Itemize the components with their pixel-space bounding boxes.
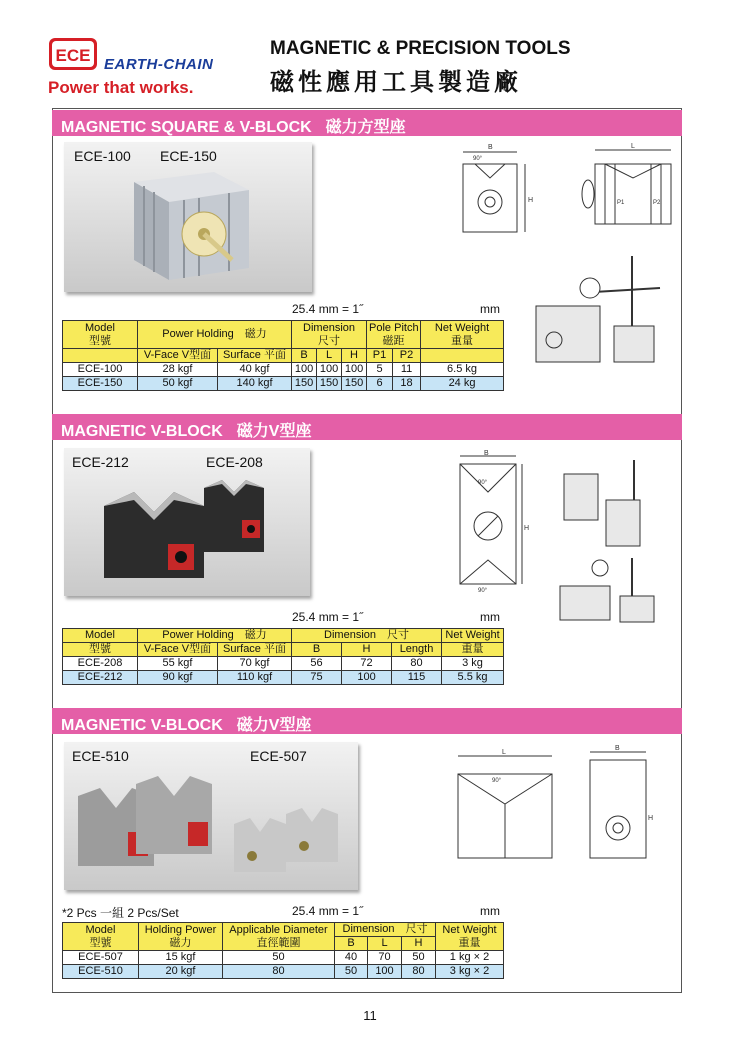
spec-table-v-block [62, 628, 504, 685]
photo-label-ece-510: ECE-510 [72, 748, 129, 764]
th-pole-pitch: Pole Pitch 磁距 [367, 321, 421, 349]
svg-text:H: H [648, 815, 654, 822]
th-net-weight: Net Weight 重量 [421, 321, 504, 349]
page-number: 11 [363, 1008, 377, 1023]
photo-label-ece-212: ECE-212 [72, 454, 129, 470]
svg-text:P1: P1 [617, 200, 625, 206]
svg-text:P2: P2 [653, 200, 661, 206]
table-row: ECE-100 28 kgf 40 kgf 100 100 100 5 11 6.5 kg [63, 363, 504, 377]
svg-text:90°: 90° [478, 480, 488, 486]
th-blank [63, 349, 138, 363]
svg-text:ECE: ECE [55, 46, 91, 65]
th-b: B [292, 349, 317, 363]
section-title-en: MAGNETIC V-BLOCK [61, 423, 223, 440]
th-h: H [342, 643, 392, 657]
th-b: B [292, 643, 342, 657]
svg-text:L: L [502, 749, 506, 756]
svg-text:H: H [524, 525, 530, 532]
th-h: H [342, 349, 367, 363]
svg-text:90°: 90° [492, 778, 502, 784]
th-power-holding: Power Holding 磁力 [138, 321, 292, 349]
spec-table-v-block-set [62, 922, 504, 979]
th-l: L [317, 349, 342, 363]
ece-logo [48, 34, 98, 74]
th-weight-zh: 重量 [442, 643, 504, 657]
th-net-weight: Net Weight [442, 629, 504, 643]
th-surface: Surface 平面 [218, 349, 292, 363]
svg-text:B: B [615, 745, 620, 752]
svg-text:L: L [631, 143, 635, 150]
brand-name: EARTH-CHAIN [104, 56, 214, 73]
square-block-usage-illustration [528, 248, 668, 366]
table-row: ECE-150 50 kgf 140 kgf 150 150 150 6 18 24 kg [63, 377, 504, 391]
section-banner-v-block [52, 414, 682, 440]
section-banner-square-vblock [52, 110, 682, 136]
product-photo-ece-100-150 [64, 142, 312, 292]
scale-note: 25.4 mm = 1˝ [292, 302, 364, 316]
table-row: ECE-208 55 kgf 70 kgf 56 72 80 3 kg [63, 657, 504, 671]
th-length: Length [392, 643, 442, 657]
v-block-set-technical-drawing [452, 744, 652, 862]
scale-note: 25.4 mm = 1˝ [292, 904, 364, 918]
th-applicable-diameter: Applicable Diameter 直徑範圍 [223, 923, 335, 951]
th-dimension: Dimension 尺寸 [335, 923, 436, 937]
spec-table-square-vblock [62, 320, 504, 391]
scale-note: 25.4 mm = 1˝ [292, 610, 364, 624]
table-row: ECE-510 20 kgf 80 50 100 80 3 kg × 2 [63, 965, 504, 979]
unit-note: mm [480, 302, 500, 316]
section-title-en: MAGNETIC V-BLOCK [61, 717, 223, 734]
section-title-zh: 磁力方型座 [325, 119, 406, 136]
svg-text:90°: 90° [478, 588, 488, 594]
page-title-en: MAGNETIC & PRECISION TOOLS [270, 38, 571, 59]
brand-tagline: Power that works. [48, 78, 194, 97]
v-block-pair-illustration [64, 448, 310, 596]
table-row: ECE-507 15 kgf 50 40 70 50 1 kg × 2 [63, 951, 504, 965]
th-l: L [368, 937, 402, 951]
th-model: Model 型號 [63, 923, 139, 951]
th-v-face: V-Face V型面 [138, 349, 218, 363]
th-model: Model 型號 [63, 321, 138, 349]
page-title-zh: 磁性應用工具製造廠 [270, 69, 522, 96]
product-photo-ece-212-208 [64, 448, 310, 596]
th-blank [421, 349, 504, 363]
v-block-usage-illustration [550, 450, 680, 630]
th-model: Model [63, 629, 138, 643]
photo-label-ece-208: ECE-208 [206, 454, 263, 470]
unit-note: mm [480, 904, 500, 918]
th-surface: Surface 平面 [218, 643, 292, 657]
section-title-en: MAGNETIC SQUARE & V-BLOCK [61, 119, 312, 136]
section-banner-v-block-pair [52, 708, 682, 734]
section-title-zh: 磁力V型座 [236, 717, 312, 734]
magnetic-square-block-illustration [64, 142, 312, 292]
th-model-zh: 型號 [63, 643, 138, 657]
th-v-face: V-Face V型面 [138, 643, 218, 657]
v-block-set-illustration [64, 742, 358, 890]
photo-label-ece-150: ECE-150 [160, 148, 217, 164]
svg-text:B: B [484, 450, 489, 457]
th-h: H [402, 937, 436, 951]
th-net-weight: Net Weight 重量 [436, 923, 504, 951]
svg-text:H: H [528, 197, 534, 204]
unit-note: mm [480, 610, 500, 624]
th-dimension: Dimension 尺寸 [292, 629, 442, 643]
table-row: ECE-212 90 kgf 110 kgf 75 100 115 5.5 kg [63, 671, 504, 685]
svg-text:B: B [488, 144, 493, 151]
page-header [48, 30, 698, 100]
th-b: B [335, 937, 368, 951]
square-block-technical-drawing [455, 142, 680, 242]
section-title-zh: 磁力V型座 [236, 423, 312, 440]
v-block-technical-drawing [452, 450, 532, 600]
svg-text:90°: 90° [473, 156, 483, 162]
th-p1: P1 [367, 349, 393, 363]
set-note: *2 Pcs 一組 2 Pcs/Set [62, 906, 179, 920]
photo-label-ece-100: ECE-100 [74, 148, 131, 164]
th-power-holding: Power Holding 磁力 [138, 629, 292, 643]
photo-label-ece-507: ECE-507 [250, 748, 307, 764]
product-photo-ece-510-507 [64, 742, 358, 890]
th-holding-power: Holding Power 磁力 [139, 923, 223, 951]
th-p2: P2 [393, 349, 421, 363]
th-dimension: Dimension 尺寸 [292, 321, 367, 349]
